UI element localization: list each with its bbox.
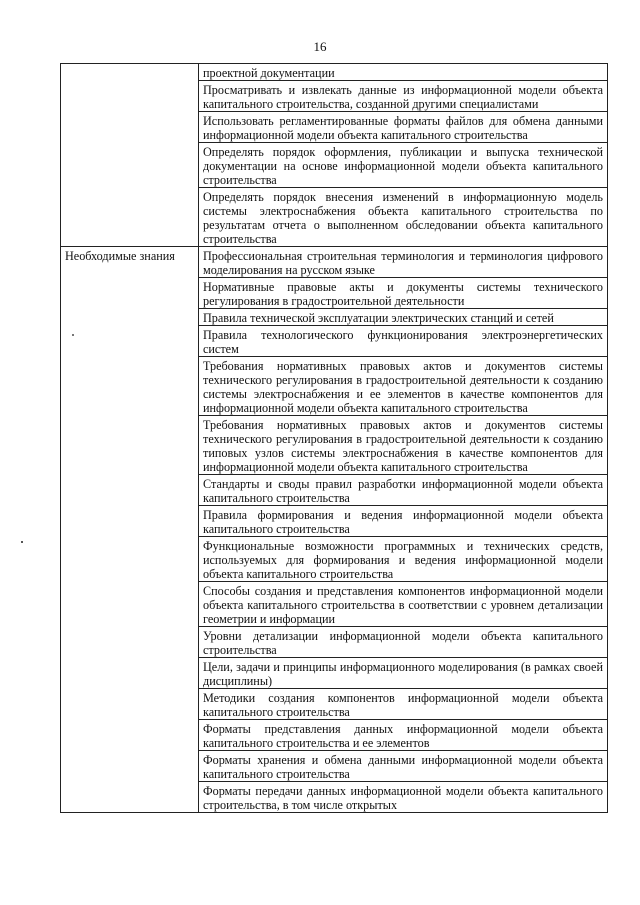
knowledge-cell: Правила технической эксплуатации электрических станций и сетей: [199, 309, 608, 326]
knowledge-cell: Уровни детализации информационной модели объекта капитального строительства: [199, 627, 608, 658]
skill-cell: Использовать регламентированные форматы файлов для обмена данными информационной модели объекта капитального строительства: [199, 112, 608, 143]
knowledge-cell: Правила формирования и ведения информационной модели объекта капитального строительства: [199, 506, 608, 537]
skill-cell: проектной документации: [199, 64, 608, 81]
table-row: [61, 64, 608, 81]
skill-cell: Определять порядок оформления, публикации и выпуска технической документации на основе информационной модели объекта капитального строительства: [199, 143, 608, 188]
knowledge-cell: Функциональные возможности программных и технических средств, используемых для формирования и ведения информационной модели объекта капитального строительства: [199, 537, 608, 582]
knowledge-cell: Форматы представления данных информационной модели объекта капитального строительства и ее элементов: [199, 720, 608, 751]
knowledge-cell: Требования нормативных правовых актов и документов системы технического регулирования в градостроительной деятельности к созданию типовых узлов системы электроснабжения в качестве компонентов для информационной модели объекта капитального строительства: [199, 416, 608, 475]
section-label-knowledge: Необходимые знания: [61, 247, 199, 813]
table-row: [61, 247, 608, 278]
knowledge-cell: Стандарты и своды правил разработки информационной модели объекта капитального строительства: [199, 475, 608, 506]
knowledge-cell: Профессиональная строительная терминология и терминология цифрового моделирования на русском языке: [199, 247, 608, 278]
empty-label-cell: [61, 64, 199, 247]
competency-table: [60, 63, 608, 813]
skill-cell: Определять порядок внесения изменений в информационную модель системы электроснабжения объекта капитального строительства по результатам отчета о выполненном обследовании объекта капитального строительства: [199, 188, 608, 247]
knowledge-cell: Требования нормативных правовых актов и документов системы технического регулирования в градостроительной деятельности к созданию системы электроснабжения и ее элементов в качестве компонентов для информационной модели объекта капитального строительства: [199, 357, 608, 416]
knowledge-cell: Нормативные правовые акты и документы системы технического регулирования в градостроительной деятельности: [199, 278, 608, 309]
scan-artifact-dot: [21, 541, 23, 543]
scan-artifact-dot: [72, 334, 74, 336]
page-number: 16: [313, 39, 327, 54]
knowledge-cell: Цели, задачи и принципы информационного моделирования (в рамках своей дисциплины): [199, 658, 608, 689]
knowledge-cell: Способы создания и представления компонентов информационной модели объекта капитального строительства в соответствии с уровнем детализации геометрии и информации: [199, 582, 608, 627]
knowledge-cell: Правила технологического функционирования электроэнергетических систем: [199, 326, 608, 357]
skill-cell: Просматривать и извлекать данные из информационной модели объекта капитального строительства, созданной другими специалистами: [199, 81, 608, 112]
knowledge-cell: Форматы хранения и обмена данными информационной модели объекта капитального строительства: [199, 751, 608, 782]
knowledge-cell: Методики создания компонентов информационной модели объекта капитального строительства: [199, 689, 608, 720]
knowledge-cell: Форматы передачи данных информационной модели объекта капитального строительства, в том числе открытых: [199, 782, 608, 813]
